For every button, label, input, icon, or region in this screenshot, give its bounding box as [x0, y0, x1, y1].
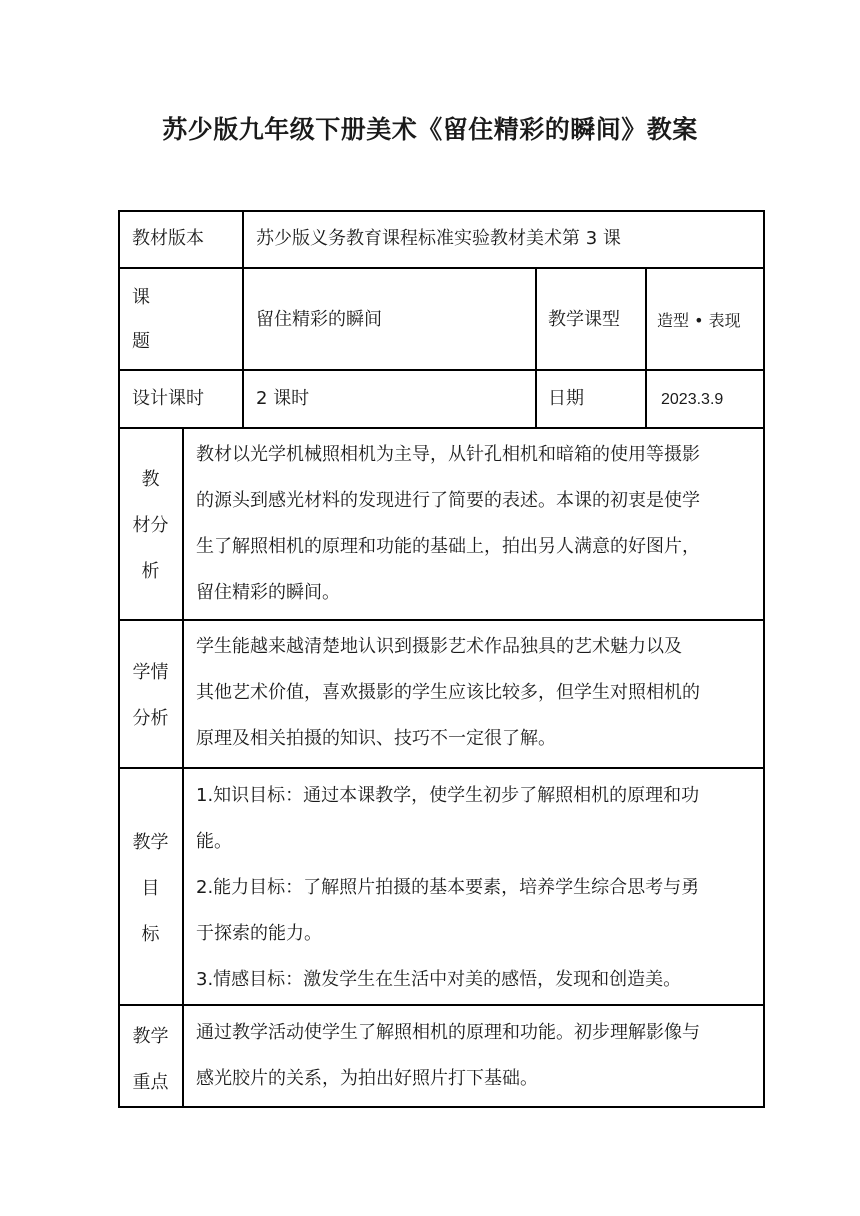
hours-label: 设计课时	[132, 388, 204, 409]
goals-line: 3.情感目标：激发学生在生活中对美的感悟，发现和创造美。	[196, 969, 682, 990]
goals-label-2: 目	[141, 878, 160, 899]
focus-line: 感光胶片的关系，为拍出好照片打下基础。	[196, 1068, 538, 1089]
topic-value: 留住精彩的瞬间	[256, 309, 382, 330]
table-divider	[182, 427, 184, 1107]
material-line: 生了解照相机的原理和功能的基础上，拍出另人满意的好图片，	[196, 536, 700, 557]
table-divider	[118, 619, 765, 621]
table-border	[118, 1106, 765, 1108]
material-line: 留住精彩的瞬间。	[196, 582, 340, 603]
material-label-1: 教	[141, 469, 160, 490]
table-divider	[242, 210, 244, 428]
table-divider	[118, 427, 765, 429]
goals-label-3: 标	[141, 924, 160, 945]
topic-label-1: 课	[132, 287, 150, 308]
date-label: 日期	[548, 388, 584, 409]
table-divider	[645, 267, 647, 428]
document-title: 苏少版九年级下册美术《留住精彩的瞬间》教案	[162, 115, 698, 144]
students-label-1: 学情	[132, 662, 169, 683]
table-divider	[118, 267, 765, 269]
goals-line: 2.能力目标：了解照片拍摄的基本要素，培养学生综合思考与勇	[196, 877, 700, 898]
table-border	[763, 210, 765, 1107]
material-label-3: 析	[141, 561, 160, 582]
edition-value: 苏少版义务教育课程标准实验教材美术第 3 课	[256, 228, 621, 249]
students-line: 学生能越来越清楚地认识到摄影艺术作品独具的艺术魅力以及	[196, 636, 682, 657]
goals-line: 1.知识目标：通过本课教学，使学生初步了解照相机的原理和功	[196, 785, 700, 806]
table-divider	[118, 767, 765, 769]
hours-value: 2 课时	[256, 388, 310, 409]
focus-label-2: 重点	[132, 1072, 169, 1093]
goals-label-1: 教学	[132, 832, 169, 853]
lesson-type-value: 造型 • 表现	[657, 311, 741, 330]
table-divider	[118, 1004, 765, 1006]
goals-line: 能。	[196, 831, 232, 852]
students-line: 其他艺术价值，喜欢摄影的学生应该比较多，但学生对照相机的	[196, 682, 700, 703]
students-line: 原理及相关拍摄的知识、技巧不一定很了解。	[196, 728, 556, 749]
material-label-2: 材分	[132, 515, 169, 536]
table-divider	[118, 369, 765, 371]
lesson-type-label: 教学课型	[548, 309, 620, 330]
edition-label: 教材版本	[132, 228, 204, 249]
focus-line: 通过教学活动使学生了解照相机的原理和功能。初步理解影像与	[196, 1022, 700, 1043]
table-divider	[535, 267, 537, 428]
goals-line: 于探索的能力。	[196, 923, 322, 944]
topic-label-2: 题	[132, 331, 150, 352]
date-value: 2023.3.9	[661, 391, 724, 408]
material-line: 的源头到感光材料的发现进行了简要的表述。本课的初衷是使学	[196, 490, 700, 511]
focus-label-1: 教学	[132, 1026, 169, 1047]
material-line: 教材以光学机械照相机为主导，从针孔相机和暗箱的使用等摄影	[196, 444, 700, 465]
table-border	[118, 210, 765, 212]
students-label-2: 分析	[132, 708, 169, 729]
